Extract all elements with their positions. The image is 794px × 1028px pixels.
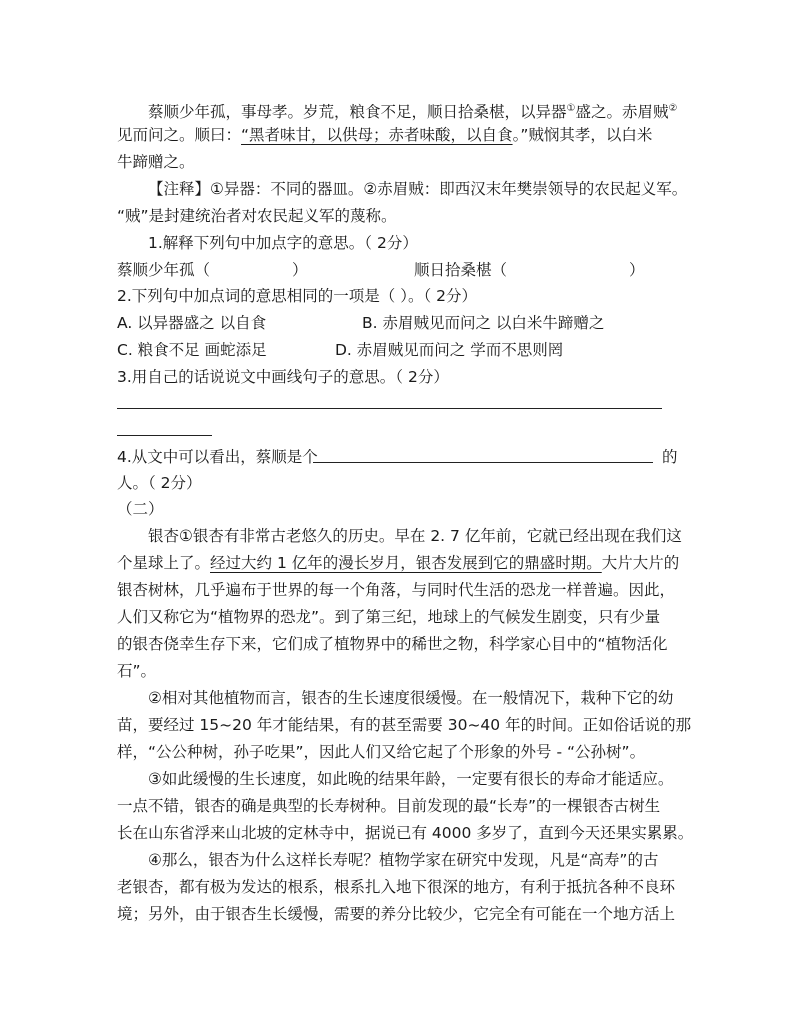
- passage1-line3: 牛蹄赠之。: [117, 153, 195, 171]
- option-d: D. 赤眉贼见而问之 学而不思则罔: [335, 341, 564, 359]
- passage2-p1-line1: 银杏①银杏有非常古老悠久的历史。早在 2. 7 亿年前，它就已经出现在我们这: [148, 527, 682, 545]
- question3-title: 3.用自己的话说说文中画线句子的意思。（ 2分）: [117, 368, 449, 386]
- passage1-line2: [117, 122, 652, 149]
- q4-suffix: 的: [662, 448, 678, 466]
- passage2-p1-line5: 的银杏侥幸生存下来，它们成了植物界中的稀世之物，科学家心目中的“植物活化: [117, 635, 668, 653]
- answer-line: [117, 408, 662, 409]
- note-mark: ②: [668, 103, 678, 114]
- notes-line1: 【注释】①异器：不同的器皿。②赤眉贼：即西汉末年樊崇领导的农民起义军。: [148, 180, 688, 198]
- q1-item-b: 顺日拾桑椹（: [414, 261, 508, 279]
- passage2-p1-line4: 人们又称它为“植物界的恐龙”。到了第三纪，地球上的气候发生剧变，只有少量: [117, 608, 661, 626]
- passage2-p2-line2: 苗，要经过 15~20 年才能结果，有的甚至需要 30~40 年的时间。正如俗话说的那: [117, 716, 692, 734]
- q4-prefix: 4.从文中可以看出，蔡顺是个: [117, 448, 318, 466]
- passage2-p1-line2: [117, 550, 679, 577]
- option-a: A. 以异器盛之 以自食: [117, 314, 267, 332]
- underlined-sentence: “黑者味甘，以供母；赤者味酸，以自食: [241, 126, 513, 144]
- notes-line2: “贼”是封建统治者对农民起义军的蔑称。: [117, 207, 397, 225]
- text: 。”贼悯其孝，以白米: [512, 126, 653, 144]
- passage2-p4-line1: ④那么，银杏为什么这样长寿呢？植物学家在研究中发现，凡是“高寿”的古: [148, 851, 659, 869]
- question2-title: 2.下列句中加点词的意思相同的一项是（ ）。（ 2分）: [117, 287, 478, 305]
- passage2-p3-line2: 一点不错，银杏的确是典型的长寿树种。目前发现的最“长寿”的一棵银杏古树生: [117, 797, 661, 815]
- question4-line1: [117, 444, 677, 471]
- passage2-p3-line1: ③如此缓慢的生长速度，如此晚的结果年龄，一定要有很长的寿命才能适应。: [148, 770, 674, 788]
- text: 个星球上了。: [117, 554, 211, 572]
- passage2-p4-line2: 老银杏，都有极为发达的根系，根系扎入地下很深的地方，有利于抵抗各种不良环: [117, 878, 676, 896]
- question1-items: [117, 257, 677, 284]
- q1-item-b-close: ）: [629, 261, 645, 279]
- option-c: C. 粮食不足 画蛇添足: [117, 341, 267, 359]
- text: 见而问之。顺曰：: [117, 126, 242, 144]
- answer-line: [117, 435, 212, 436]
- question4-line2: 人。（ 2分）: [117, 474, 202, 492]
- passage2-p3-line3: 长在山东省浮来山北坡的定林寺中，据说已有 4000 多岁了，直到今天还果实累累。: [117, 824, 694, 842]
- passage2-p1-line3: 银杏树林，几乎遍布于世界的每一个角落，与同时代生活的恐龙一样普遍。因此，: [117, 581, 676, 599]
- note-mark: ①: [566, 103, 576, 114]
- q1-item-a-close: ）: [292, 261, 308, 279]
- option-b: B. 赤眉贼见而问之 以白米牛蹄赠之: [362, 314, 605, 332]
- q1-item-a: 蔡顺少年孤（: [117, 261, 211, 279]
- text: 盛之。赤眉贼: [575, 103, 669, 122]
- passage2-p2-line3: 样，“公公种树，孙子吃果”，因此人们又给它起了个形象的外号 - “公孙树”。: [117, 743, 646, 761]
- passage2-p2-line1: ②相对其他植物而言，银杏的生长速度很缓慢。在一般情况下，栽种下它的幼: [148, 689, 674, 707]
- question1-title: 1.解释下列句中加点字的意思。（ 2分）: [148, 234, 418, 252]
- answer-line: [313, 462, 653, 463]
- question2-options-ab: [117, 310, 677, 337]
- section-label: （二）: [117, 500, 164, 518]
- passage2-p4-line3: 境；另外，由于银杏生长缓慢，需要的养分比较少，它完全有可能在一个地方活上: [117, 905, 676, 923]
- passage2-p1-line6: 石”。: [117, 662, 157, 680]
- question2-options-cd: [117, 337, 677, 364]
- underlined-sentence: 经过大约 1 亿年的漫长岁月，银杏发展到它的鼎盛时期。: [210, 554, 602, 572]
- text: 大片大片的: [601, 554, 680, 572]
- text: 蔡顺少年孤，事母孝。岁荒，粮食不足，顺日拾桑椹，以异器: [148, 103, 567, 122]
